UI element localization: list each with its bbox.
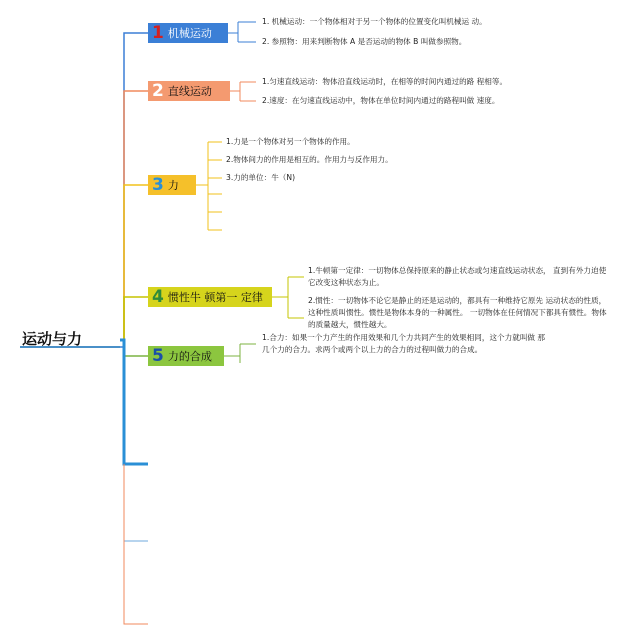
branch3-connector: [196, 142, 222, 230]
branch-number: 3: [152, 175, 164, 195]
trunk-yellow: [124, 185, 148, 347]
note-3-1: 1.力是一个物体对另一个物体的作用。: [226, 137, 355, 146]
branch-number: 1: [152, 23, 164, 43]
branch-label: 机械运动: [167, 27, 212, 40]
branch-force[interactable]: [148, 175, 196, 195]
branch-force-composition[interactable]: [148, 346, 224, 366]
note-5-1: 1.合力：如果一个力产生的作用效果和几个力共同产生的效果相同，这个力就叫做 那几个力的合力。求两个或两个以上力的合力的过程叫做力的合成。: [262, 333, 546, 354]
branch-number: 5: [152, 346, 164, 366]
branch-label: 直线运动: [167, 85, 212, 98]
branch-linear-motion[interactable]: [148, 81, 230, 101]
branch-number: 4: [152, 287, 164, 307]
branch-inertia-newton-first-law[interactable]: [148, 287, 272, 307]
note-1-2: 2. 参照物：用来判断物体 A 是否运动的物体 B 叫做参照物。: [262, 37, 467, 46]
root-topic: 运动与力: [22, 330, 83, 348]
branch4-connector: [272, 277, 304, 318]
branch1-connector: [228, 22, 256, 42]
note-3-3: 3.力的单位：牛（N): [226, 173, 296, 182]
trunk-olive: [124, 297, 148, 347]
branch-label: 力的合成: [167, 350, 212, 363]
branch-label: 力: [167, 179, 179, 192]
note-4-2: 2.惯性：一切物体不论它是静止的还是运动的，都具有一种维持它原先 运动状态的性质，这种性质叫惯性。惯性是物体本身的一种属性。 一切物体在任何情况下都具有惯性。物体的质量越大，惯性越大。: [308, 296, 607, 329]
note-2-2: 2.速度：在匀速直线运动中，物体在单位时间内通过的路程叫做 速度。: [262, 96, 500, 105]
trunk-lower-blue: [124, 464, 148, 541]
note-2-1: 1.匀速直线运动：物体沿直线运动时，在相等的时间内通过的路 程相等。: [262, 77, 508, 86]
branch5-connector: [224, 344, 256, 363]
branch-label: 惯性牛 顿第一 定律: [167, 291, 263, 304]
trunk-thick-blue: [120, 340, 148, 464]
trunk-green: [124, 347, 148, 356]
branch-number: 2: [152, 81, 164, 101]
trunk-orange: [124, 91, 148, 347]
trunk-lower-orange: [124, 464, 148, 624]
branch2-connector: [230, 82, 256, 101]
note-1-1: 1. 机械运动：一个物体相对于另一个物体的位置变化叫机械运 动。: [262, 17, 487, 26]
note-4-1: 1.牛顿第一定律：一切物体总保持原来的静止状态或匀速直线运动状态， 直到有外力迫使它改变这种状态为止。: [308, 266, 607, 287]
note-3-2: 2.物体间力的作用是相互的。作用力与反作用力。: [226, 155, 393, 164]
branch-mechanical-motion[interactable]: [148, 23, 228, 43]
